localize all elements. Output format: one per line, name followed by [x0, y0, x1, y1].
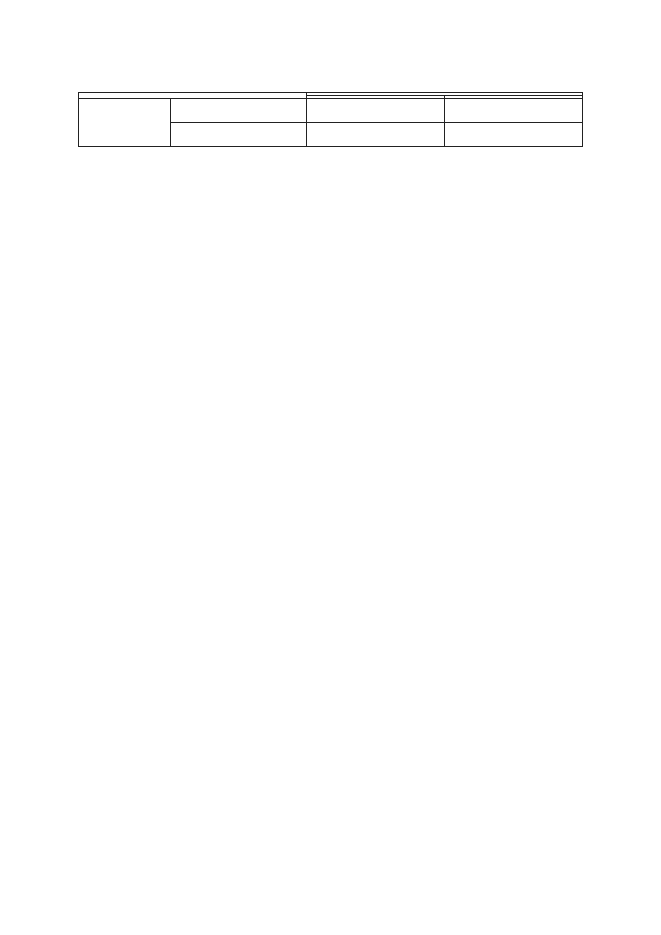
cell-nonbearing — [445, 123, 583, 147]
page-content — [78, 86, 582, 164]
row-label — [171, 99, 307, 123]
group-label — [79, 99, 171, 147]
qualification-tests-table — [78, 92, 583, 147]
row-label — [171, 123, 307, 147]
cell-nonbearing — [445, 99, 583, 123]
table-row — [79, 99, 583, 123]
cell-bearing — [307, 99, 445, 123]
cell-bearing — [307, 123, 445, 147]
